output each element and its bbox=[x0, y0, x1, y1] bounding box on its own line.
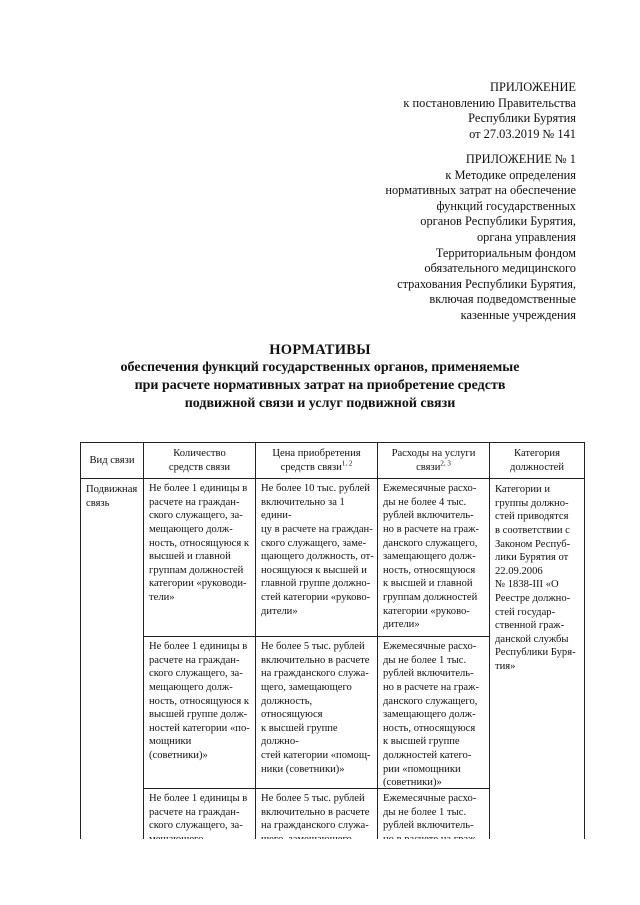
cell-quantity-column bbox=[144, 479, 256, 865]
cell-price: Не более 10 тыс. рублей включительно за 1 едини- цу в расчете на граждан- ского служащего, заме- щающего должность, от- носящуюся к высшей и главной группе должно- стей категории «руково- дители» bbox=[256, 479, 377, 637]
cell-quantity: Не более 1 единицы в расчете на граждан- ского служащего, за- мещающего долж- ность, относящуюся к высшей и главной группам должностей категории «руководи- тели» bbox=[144, 479, 255, 637]
title-main: НОРМАТИВЫ bbox=[269, 342, 371, 358]
cell-quantity: Не более 1 единицы в расчете на граждан- ского служащего, за- bbox=[149, 793, 248, 832]
appendix-line: нормативных затрат на обеспечение bbox=[385, 183, 576, 198]
appendix-line: органов Республики Бурятия, bbox=[420, 214, 576, 229]
page-bottom-margin bbox=[0, 839, 640, 905]
document-title bbox=[60, 341, 580, 413]
appendix-line: Территориальным фондом bbox=[435, 245, 576, 260]
appendix-line: включая подведомственные bbox=[429, 292, 576, 307]
appendix-line: к постановлению Правительства bbox=[403, 95, 576, 110]
appendix-line: к Методике определения bbox=[445, 167, 576, 182]
title-line: обеспечения функций государственных органов, применяемые bbox=[120, 360, 520, 375]
appendix-line: обязательного медицинского bbox=[424, 261, 576, 276]
appendix-line: органа управления bbox=[476, 229, 576, 244]
table-header-row bbox=[81, 443, 585, 479]
cell-services: Ежемесячные расхо- ды не более 4 тыс. рублей включитель- но в расчете на граж- данского служащего, замещающего долж- ность, относящуюся к высшей и главной группам должностей категории «руково- дители» bbox=[378, 479, 489, 637]
appendix-line: функций государственных bbox=[436, 198, 576, 213]
cell-position-category: Категории и группы должно- стей приводятся в соответствии с Законом Респуб- лики Бурятия от 22.09.2006 № 1838-III «О Реестре должно- стей государ- ственной граж- данской службы Республики Буря- тия» bbox=[490, 479, 585, 865]
cell-services-column bbox=[378, 479, 490, 865]
cell-connection-type: Подвижная связь bbox=[81, 479, 144, 865]
appendix-line: страхования Республики Бурятия, bbox=[397, 276, 576, 291]
table-row bbox=[81, 479, 585, 865]
appendix-heading bbox=[403, 80, 576, 142]
cell-services: Ежемесячные расхо- ды не более 1 тыс. рублей включитель- но в расчете на граж- данского служащего, замещающего долж- ность, относящуюся к высшей группе должностей катего- рии «помощники (советники)» bbox=[378, 637, 489, 789]
footnote-marker: 2, 3 bbox=[440, 459, 451, 468]
footnote-marker: 1, 2 bbox=[341, 459, 353, 468]
appendix-line: ПРИЛОЖЕНИЕ bbox=[490, 80, 576, 94]
appendix-1-heading bbox=[385, 152, 576, 324]
cell-price: Не более 5 тыс. рублей включительно в расчете на гражданского служа- bbox=[261, 793, 370, 832]
header-device-quantity: Количество средств связи bbox=[144, 443, 256, 479]
cell-price-column bbox=[256, 479, 378, 865]
header-position-category: Категория должностей bbox=[490, 443, 585, 479]
title-line: подвижной связи и услуг подвижной связи bbox=[184, 396, 456, 411]
title-line: при расчете нормативных затрат на приобретение средств bbox=[134, 378, 506, 393]
header-purchase-price: Цена приобретения средств связи$^{1, 2}$ bbox=[256, 443, 378, 479]
header-service-expenses: Расходы на услуги связи$^{2, 3}$ bbox=[378, 443, 490, 479]
header-connection-type: Вид связи bbox=[81, 443, 144, 479]
cell-price: Не более 5 тыс. рублей включительно в расчете на гражданского служа- щего, замещающего должность, относящуюся к высшей группе должно- стей категории «помощ- ники (советники)» bbox=[256, 637, 377, 789]
cell-services: Ежемесячные расхо- ды не более 1 тыс. рублей включитель- bbox=[383, 793, 477, 832]
appendix-line: от 27.03.2019 № 141 bbox=[469, 126, 576, 141]
appendix-line: Республики Бурятия bbox=[468, 111, 576, 126]
cell-quantity: Не более 1 единицы в расчете на граждан- ского служащего, за- мещающего долж- ность, относящуюся к высшей группе долж- ностей категории «по- мощники (советники)» bbox=[144, 637, 255, 789]
appendix-line: казенные учреждения bbox=[460, 307, 576, 322]
norms-table bbox=[80, 442, 585, 865]
appendix-line: ПРИЛОЖЕНИЕ № 1 bbox=[465, 152, 576, 166]
